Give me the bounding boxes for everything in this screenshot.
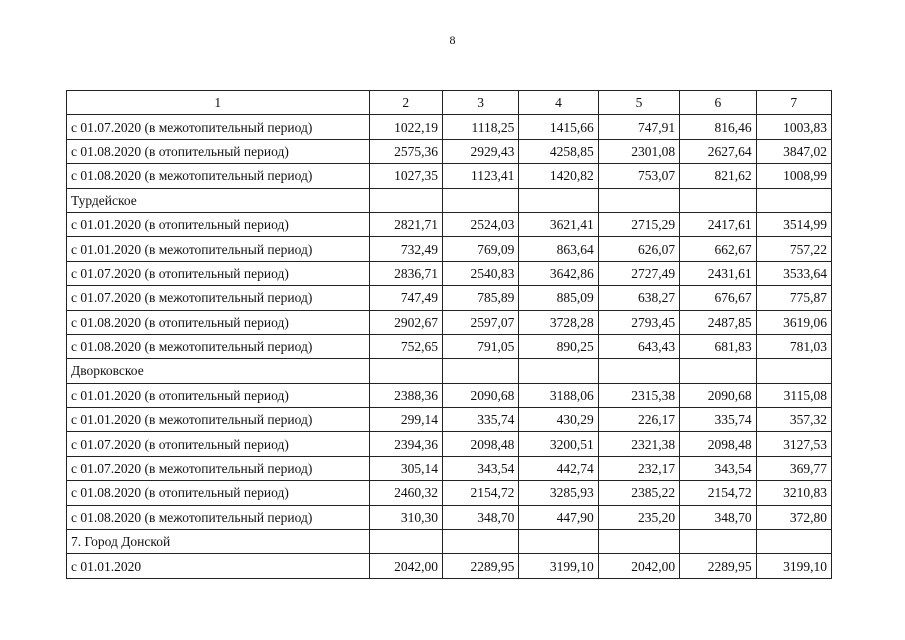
value-cell: 662,67 (680, 237, 756, 261)
table-row (67, 286, 832, 310)
value-cell: 2301,08 (598, 139, 679, 163)
value-cell: 2727,49 (598, 261, 679, 285)
value-cell: 3199,10 (756, 554, 831, 578)
table-row (67, 139, 832, 163)
value-cell: 747,49 (369, 286, 442, 310)
value-cell: 299,14 (369, 408, 442, 432)
value-cell: 821,62 (680, 164, 756, 188)
value-cell: 235,20 (598, 505, 679, 529)
value-cell: 3127,53 (756, 432, 831, 456)
row-label: с 01.08.2020 (в отопительный период) (67, 481, 370, 505)
empty-cell (756, 188, 831, 212)
value-cell: 2715,29 (598, 212, 679, 236)
value-cell: 3621,41 (519, 212, 598, 236)
value-cell: 2042,00 (598, 554, 679, 578)
value-cell: 2289,95 (680, 554, 756, 578)
value-cell: 769,09 (442, 237, 518, 261)
empty-cell (598, 188, 679, 212)
value-cell: 2417,61 (680, 212, 756, 236)
page-number: 8 (449, 33, 456, 47)
value-cell: 2460,32 (369, 481, 442, 505)
value-cell: 626,07 (598, 237, 679, 261)
value-cell: 816,46 (680, 115, 756, 139)
value-cell: 430,29 (519, 408, 598, 432)
row-label: с 01.08.2020 (в межотопительный период) (67, 334, 370, 358)
column-header: 7 (756, 91, 831, 115)
value-cell: 226,17 (598, 408, 679, 432)
value-cell: 676,67 (680, 286, 756, 310)
row-label: с 01.08.2020 (в межотопительный период) (67, 164, 370, 188)
empty-cell (598, 530, 679, 554)
value-cell: 357,32 (756, 408, 831, 432)
value-cell: 2098,48 (442, 432, 518, 456)
table-row (67, 481, 832, 505)
empty-cell (519, 188, 598, 212)
row-label: с 01.01.2020 (в отопительный период) (67, 212, 370, 236)
value-cell: 305,14 (369, 456, 442, 480)
value-cell: 2487,85 (680, 310, 756, 334)
value-cell: 4258,85 (519, 139, 598, 163)
value-cell: 2154,72 (442, 481, 518, 505)
empty-cell (680, 188, 756, 212)
section-label: Дворковское (67, 359, 370, 383)
value-cell: 2090,68 (442, 383, 518, 407)
empty-cell (369, 530, 442, 554)
value-cell: 885,09 (519, 286, 598, 310)
value-cell: 775,87 (756, 286, 831, 310)
table-row (67, 408, 832, 432)
value-cell: 2575,36 (369, 139, 442, 163)
value-cell: 369,77 (756, 456, 831, 480)
value-cell: 1003,83 (756, 115, 831, 139)
column-header: 1 (67, 91, 370, 115)
column-header: 3 (442, 91, 518, 115)
column-header: 5 (598, 91, 679, 115)
table-header-row (67, 91, 832, 115)
value-cell: 2154,72 (680, 481, 756, 505)
column-header: 2 (369, 91, 442, 115)
row-label: с 01.07.2020 (в отопительный период) (67, 261, 370, 285)
table-row (67, 115, 832, 139)
tariff-table (66, 90, 832, 579)
value-cell: 3514,99 (756, 212, 831, 236)
value-cell: 335,74 (680, 408, 756, 432)
empty-cell (598, 359, 679, 383)
empty-cell (442, 530, 518, 554)
value-cell: 3210,83 (756, 481, 831, 505)
table-row (67, 554, 832, 578)
table-row (67, 456, 832, 480)
value-cell: 2524,03 (442, 212, 518, 236)
value-cell: 2793,45 (598, 310, 679, 334)
value-cell: 232,17 (598, 456, 679, 480)
value-cell: 3199,10 (519, 554, 598, 578)
value-cell: 3533,64 (756, 261, 831, 285)
value-cell: 2821,71 (369, 212, 442, 236)
value-cell: 732,49 (369, 237, 442, 261)
value-cell: 3285,93 (519, 481, 598, 505)
value-cell: 747,91 (598, 115, 679, 139)
value-cell: 1420,82 (519, 164, 598, 188)
section-row (67, 530, 832, 554)
value-cell: 3619,06 (756, 310, 831, 334)
value-cell: 2394,36 (369, 432, 442, 456)
table-row (67, 237, 832, 261)
value-cell: 310,30 (369, 505, 442, 529)
table-row (67, 432, 832, 456)
row-label: с 01.07.2020 (в межотопительный период) (67, 456, 370, 480)
empty-cell (756, 359, 831, 383)
value-cell: 1022,19 (369, 115, 442, 139)
value-cell: 3728,28 (519, 310, 598, 334)
value-cell: 2929,43 (442, 139, 518, 163)
section-row (67, 188, 832, 212)
value-cell: 1008,99 (756, 164, 831, 188)
value-cell: 781,03 (756, 334, 831, 358)
value-cell: 2902,67 (369, 310, 442, 334)
empty-cell (442, 359, 518, 383)
value-cell: 2431,61 (680, 261, 756, 285)
row-label: с 01.08.2020 (в межотопительный период) (67, 505, 370, 529)
empty-cell (442, 188, 518, 212)
empty-cell (369, 359, 442, 383)
table-row (67, 383, 832, 407)
value-cell: 2289,95 (442, 554, 518, 578)
value-cell: 681,83 (680, 334, 756, 358)
row-label: с 01.01.2020 (в отопительный период) (67, 383, 370, 407)
value-cell: 2315,38 (598, 383, 679, 407)
value-cell: 1415,66 (519, 115, 598, 139)
value-cell: 343,54 (680, 456, 756, 480)
value-cell: 2321,38 (598, 432, 679, 456)
row-label: с 01.07.2020 (в межотопительный период) (67, 286, 370, 310)
empty-cell (756, 530, 831, 554)
value-cell: 753,07 (598, 164, 679, 188)
value-cell: 785,89 (442, 286, 518, 310)
value-cell: 372,80 (756, 505, 831, 529)
table-row (67, 310, 832, 334)
value-cell: 3200,51 (519, 432, 598, 456)
row-label: с 01.08.2020 (в отопительный период) (67, 310, 370, 334)
value-cell: 2597,07 (442, 310, 518, 334)
value-cell: 1118,25 (442, 115, 518, 139)
row-label: с 01.07.2020 (в отопительный период) (67, 432, 370, 456)
column-header: 6 (680, 91, 756, 115)
table-row (67, 505, 832, 529)
row-label: с 01.01.2020 (в межотопительный период) (67, 408, 370, 432)
empty-cell (519, 359, 598, 383)
column-header: 4 (519, 91, 598, 115)
value-cell: 2090,68 (680, 383, 756, 407)
table-row (67, 261, 832, 285)
table-row (67, 164, 832, 188)
section-label: 7. Город Донской (67, 530, 370, 554)
value-cell: 2388,36 (369, 383, 442, 407)
row-label: с 01.07.2020 (в межотопительный период) (67, 115, 370, 139)
value-cell: 3188,06 (519, 383, 598, 407)
value-cell: 447,90 (519, 505, 598, 529)
value-cell: 348,70 (442, 505, 518, 529)
value-cell: 1123,41 (442, 164, 518, 188)
value-cell: 348,70 (680, 505, 756, 529)
value-cell: 2627,64 (680, 139, 756, 163)
value-cell: 791,05 (442, 334, 518, 358)
empty-cell (680, 530, 756, 554)
value-cell: 3642,86 (519, 261, 598, 285)
row-label: с 01.01.2020 (в межотопительный период) (67, 237, 370, 261)
value-cell: 1027,35 (369, 164, 442, 188)
value-cell: 890,25 (519, 334, 598, 358)
section-label: Турдейское (67, 188, 370, 212)
value-cell: 2385,22 (598, 481, 679, 505)
value-cell: 3847,02 (756, 139, 831, 163)
section-row (67, 359, 832, 383)
empty-cell (369, 188, 442, 212)
value-cell: 3115,08 (756, 383, 831, 407)
value-cell: 863,64 (519, 237, 598, 261)
value-cell: 643,43 (598, 334, 679, 358)
value-cell: 442,74 (519, 456, 598, 480)
empty-cell (519, 530, 598, 554)
value-cell: 2042,00 (369, 554, 442, 578)
row-label: с 01.01.2020 (67, 554, 370, 578)
empty-cell (680, 359, 756, 383)
value-cell: 2098,48 (680, 432, 756, 456)
value-cell: 343,54 (442, 456, 518, 480)
value-cell: 757,22 (756, 237, 831, 261)
value-cell: 2540,83 (442, 261, 518, 285)
value-cell: 752,65 (369, 334, 442, 358)
row-label: с 01.08.2020 (в отопительный период) (67, 139, 370, 163)
value-cell: 335,74 (442, 408, 518, 432)
value-cell: 638,27 (598, 286, 679, 310)
table-row (67, 334, 832, 358)
value-cell: 2836,71 (369, 261, 442, 285)
table-row (67, 212, 832, 236)
